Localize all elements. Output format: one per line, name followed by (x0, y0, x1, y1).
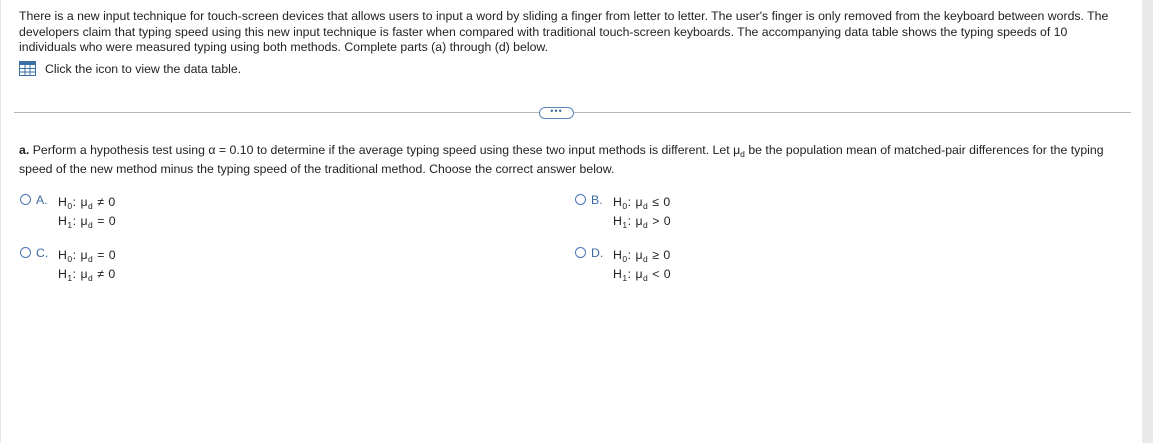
radio-option-d[interactable] (575, 247, 586, 258)
radio-option-a[interactable] (20, 194, 31, 205)
part-a-text-3: be the population mean of matched-pair differences for the typing speed of the new method minus the typing speed of the traditional method. Choose the correct answer below. (19, 143, 1104, 176)
option-d-h1: $H_1$: $\mu_d < 0$ (613, 267, 672, 283)
option-c[interactable] (20, 246, 116, 284)
option-a-hypotheses (58, 193, 116, 231)
radio-option-c[interactable] (20, 247, 31, 258)
alpha-value: α = 0.10 (208, 143, 254, 157)
option-a-letter: A. (36, 193, 48, 207)
part-a-label: a. (19, 143, 30, 157)
problem-intro: There is a new input technique for touch-screen devices that allows users to input a word by sliding a finger from letter to letter. The user's finger is only removed from the keyboard between words. The developers claim that typing speed using this new input technique is faster when compared with traditional touch-screen keyboards. The accompanying data table shows the typing speeds of 10 individuals who were measured typing using both methods. Complete parts (a) through (d) below. (19, 9, 1109, 55)
option-b[interactable] (575, 193, 671, 231)
view-data-table-link[interactable] (19, 61, 241, 76)
radio-option-b[interactable] (575, 194, 586, 205)
option-b-h1: $H_1$: $\mu_d > 0$ (613, 214, 672, 230)
option-d-h0: $H_0$: $\mu_d \ge 0$ (613, 248, 671, 264)
option-d-letter: D. (591, 246, 604, 260)
view-data-table-text[interactable]: Click the icon to view the data table. (45, 61, 242, 76)
scrollbar[interactable] (1142, 0, 1153, 443)
option-c-hypotheses (58, 246, 116, 284)
expand-button[interactable]: ••• (539, 107, 574, 119)
mu-d-symbol: $\mu_d$ (733, 143, 745, 159)
option-b-letter: B. (591, 193, 603, 207)
option-a-h0: $H_0$: $\mu_d \ne 0$ (58, 195, 116, 211)
left-border (0, 0, 1, 443)
option-c-h1: $H_1$: $\mu_d \ne 0$ (58, 267, 116, 283)
option-a[interactable] (20, 193, 116, 231)
option-b-hypotheses (613, 193, 671, 231)
option-c-letter: C. (36, 246, 49, 260)
option-a-h1: $H_1$: $\mu_d = 0$ (58, 214, 117, 230)
data-table-icon[interactable] (19, 61, 36, 76)
option-d-hypotheses (613, 246, 671, 284)
part-a-text-1: Perform a hypothesis test using (32, 143, 205, 157)
option-c-h0: $H_0$: $\mu_d = 0$ (58, 248, 117, 264)
part-a-text-2: to determine if the average typing speed using these two input methods is different. Let (256, 143, 730, 157)
option-d[interactable] (575, 246, 671, 284)
part-a-question (19, 141, 1119, 178)
option-b-h0: $H_0$: $\mu_d \le 0$ (613, 195, 671, 211)
